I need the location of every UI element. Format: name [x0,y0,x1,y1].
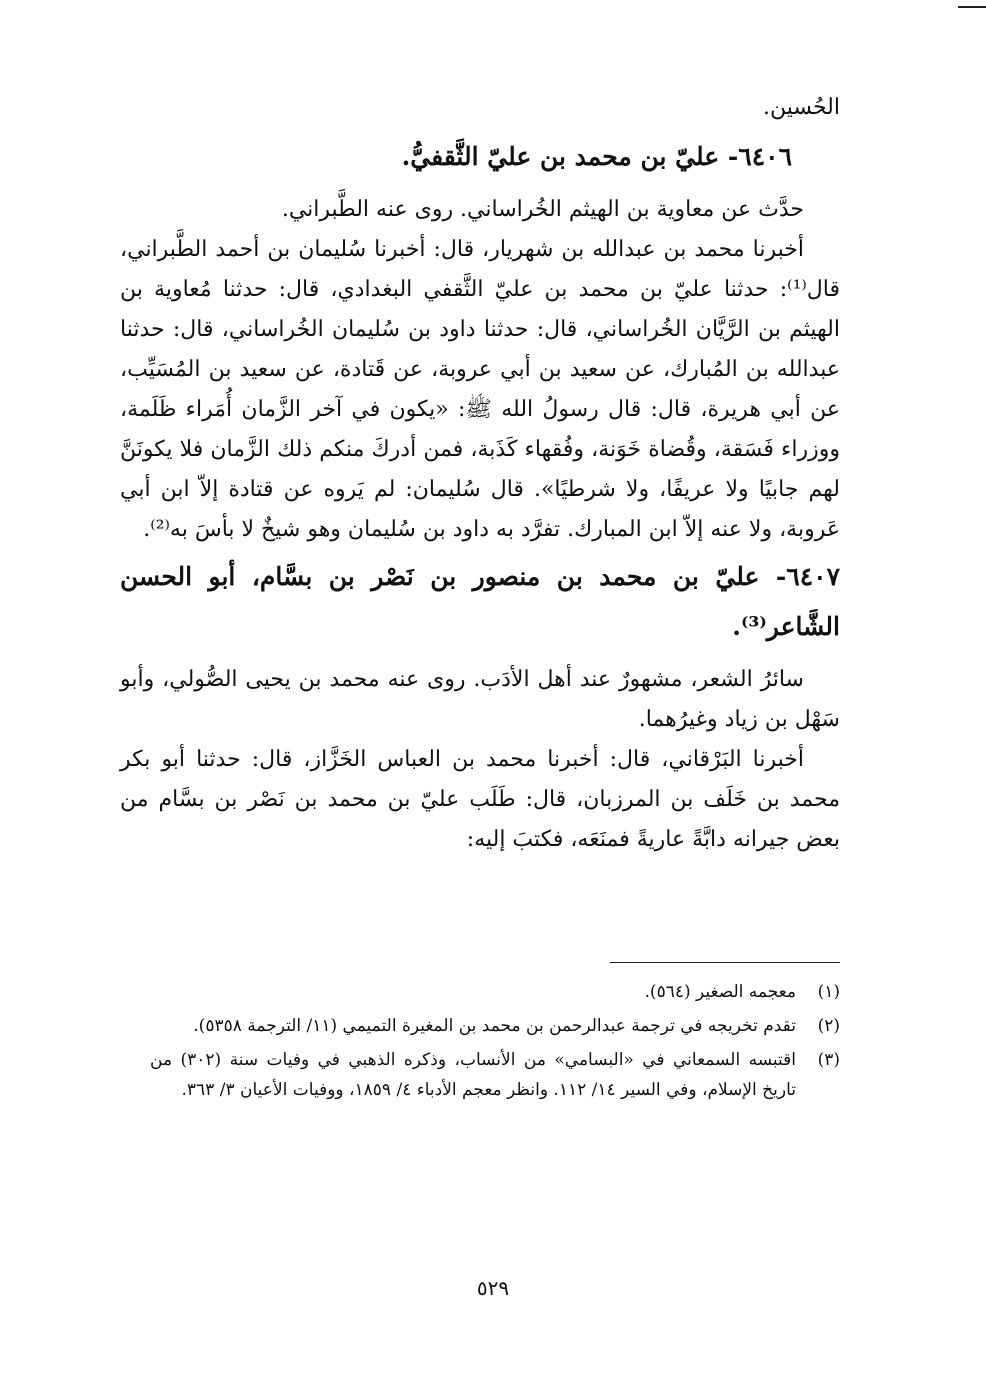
footnote-text: اقتبسه السمعاني في «البسامي» من الأنساب، وذكره الذهبي في وفيات سنة (٣٠٢) من تاريخ الإسلام، وفي السير ١٤/ ١١٢. وانظر معجم الأدباء ٤/ ١٨٥٩، ووفيات الأعيان ٣/ ٣٦٣. [150,1050,796,1100]
continued-line: الحُسين. [762,95,840,120]
footnote-text: تقدم تخريجه في ترجمة عبدالرحمن بن محمد بن المغيرة التميمي (١١/ الترجمة ٥٣٥٨). [193,1016,796,1036]
page-number: ٥٢٩ [476,1276,510,1300]
footnote [150,1045,840,1105]
footnote-number: (٣) [817,1050,840,1070]
footnote-text: معجمه الصغير (٥٦٤). [644,982,796,1002]
entry-heading: ٦٤٠٦- عليّ بن محمد بن عليّ الثَّقفيُّ. [401,142,792,171]
footnote-number: (١) [817,982,840,1002]
entry-paragraph: سائرُ الشعر، مشهورٌ عند أهل الأدَب. روى عنه محمد بن يحيى الصُّولي، وأبو سَهْل بن زياد وغيرُهما. [120,667,840,732]
entry-paragraph: حدَّث عن معاوية بن الهيثم الخُراساني. روى عنه الطَّبراني. [281,197,804,222]
entry-6407 [120,552,840,860]
footnote [150,977,840,1007]
footnote-separator [610,962,840,963]
entry-paragraph: أخبرنا البَرْقاني، قال: أخبرنا محمد بن العباس الخَزَّاز، قال: حدثنا أبو بكر محمد بن خَلَف بن المرزبان، قال: طَلَب عليّ بن محمد بن نَصْر بن بسَّام من بعض جيرانه دابَّةً عاريةً فمنَعَه، فكتبَ إليه: [120,747,840,852]
page-body [120,88,840,860]
entry-6406 [120,132,840,550]
footnotes [150,962,840,1109]
entry-paragraph: أخبرنا محمد بن عبدالله بن شهريار، قال: أخبرنا سُليمان بن أحمد الطَّبراني، قال⁽¹⁾: حدثنا عليّ بن محمد بن عليّ الثَّقفي البغدادي، قال: حدثنا مُعاوية بن الهيثم بن الرَّيَّان الخُراساني، قال: حدثنا داود بن سُليمان الخُراساني، قال: حدثنا عبدالله بن المُبارك، عن سعيد بن أبي عروبة، عن قَتادة، عن سعيد بن المُسَيِّب، عن أبي هريرة، قال: قال رسولُ الله ﷺ: «يكون في آخر الزَّمان أُمَراء ظَلَمة، ووزراء فَسَقة، وقُضاة خَوَنة، وفُقهاء كَذَبة، فمن أدركَ منكم ذلك الزَّمان فلا يكونَنَّ لهم جابيًا ولا عريفًا، ولا شرطيًا». قال سُليمان: لم يَروه عن قتادة إلاّ ابن أبي عَروبة، ولا عنه إلاّ ابن المبارك. تفرَّد به داود بن سُليمان وهو شيخٌ لا بأسَ به⁽²⁾. [120,237,840,542]
entry-heading: ٦٤٠٧- عليّ بن محمد بن منصور بن نَصْر بن بسَّام، أبو الحسن الشَّاعر⁽³⁾. [120,562,840,641]
scan-edge-mark [958,6,986,8]
footnote-number: (٢) [817,1016,840,1036]
footnote [150,1011,840,1041]
